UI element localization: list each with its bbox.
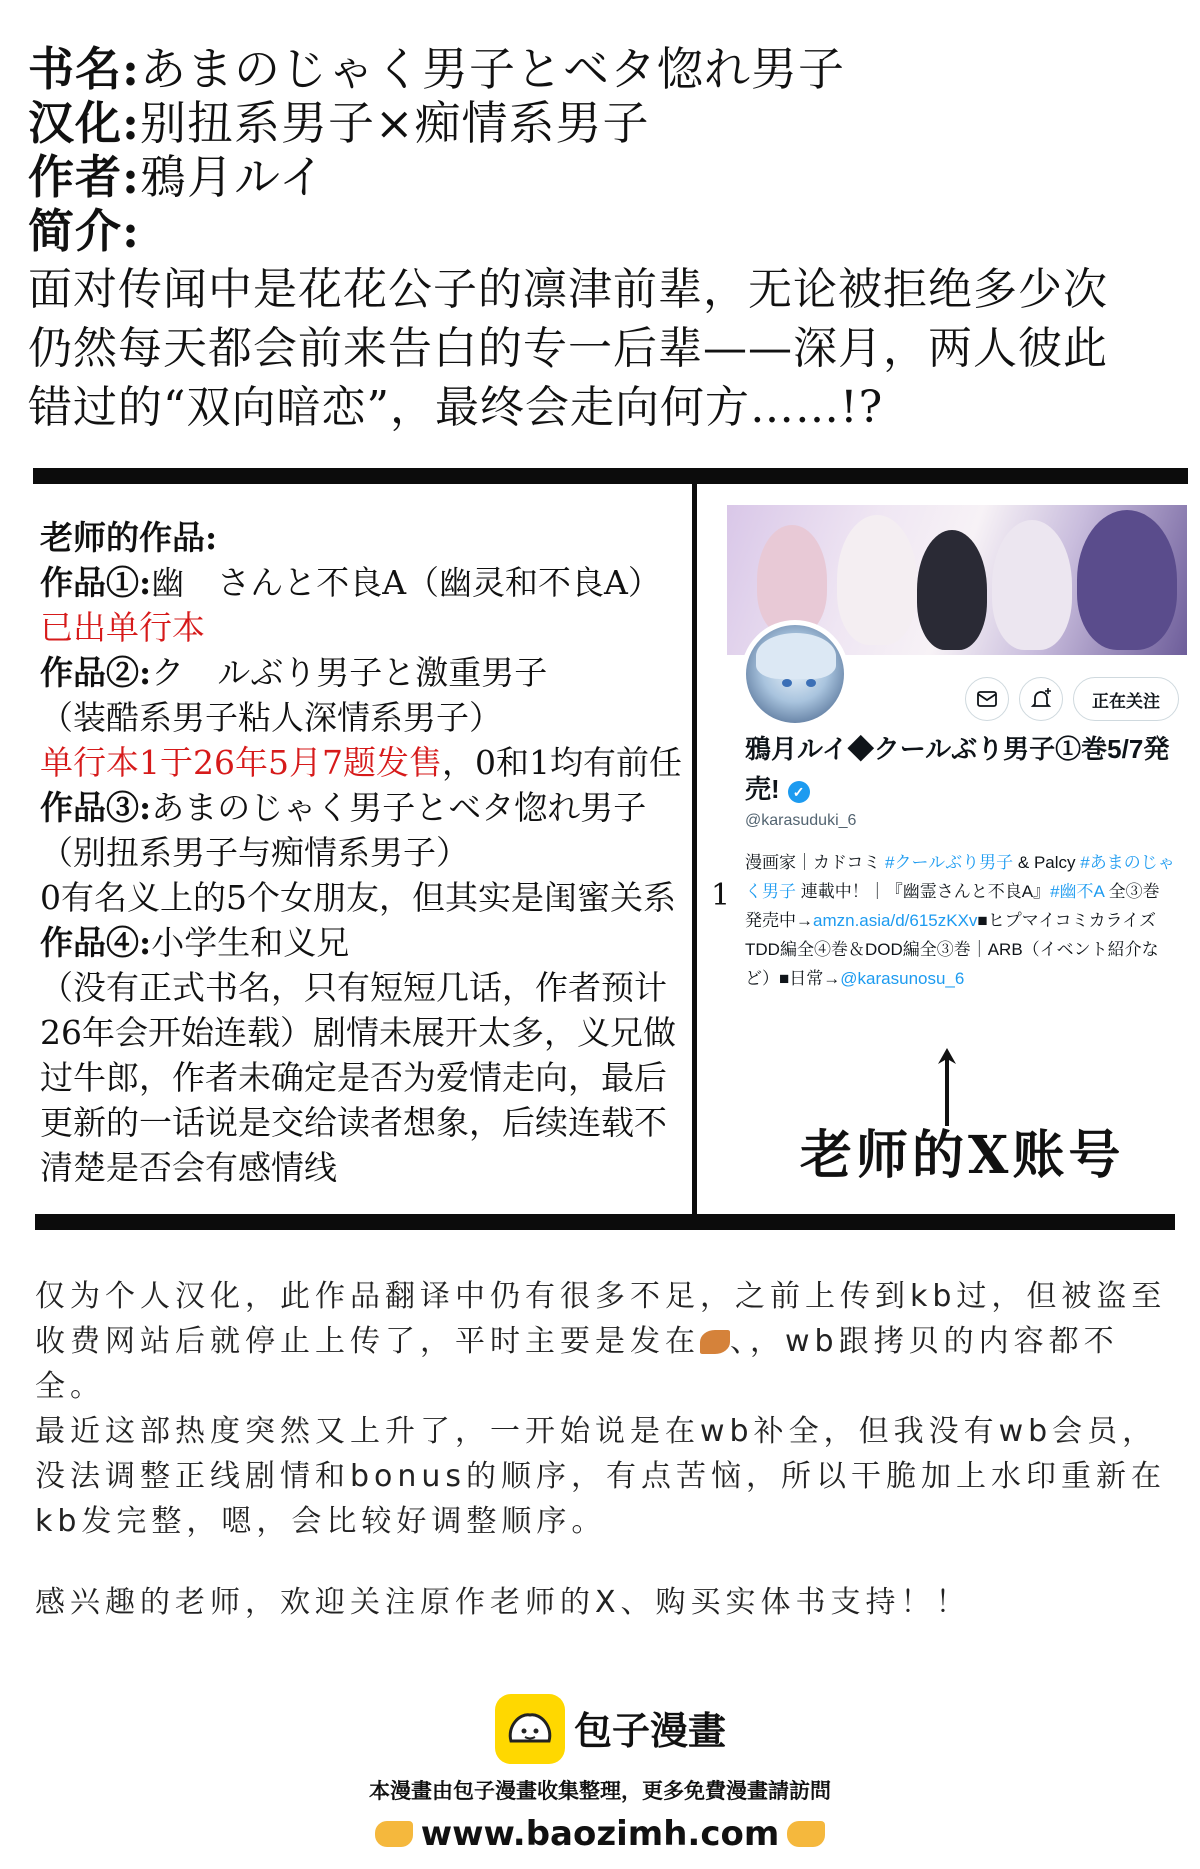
work-4 <box>40 920 690 965</box>
synopsis-line: 面对传闻中是花花公子的凛津前辈，无论被拒绝多少次 <box>28 264 1108 315</box>
title-value: あまのじゃく男子とベタ惚れ男子 <box>139 42 845 96</box>
work-1 <box>40 560 690 605</box>
note-text: 、，wb跟拷贝的内容都不全。 <box>35 1324 1119 1404</box>
note-text: 仅为个人汉化，此作品翻译中仍有很多不足，之前上传到kb过，但被盗至收费网站后就停止上传了，平时主要是发在 <box>35 1279 1167 1359</box>
title-label: 书名: <box>28 42 140 96</box>
works-heading: 老师的作品: <box>40 518 218 557</box>
bio-url-link[interactable]: amzn.asia/d/615zKXv <box>813 911 978 930</box>
author-works <box>40 515 690 1190</box>
verified-icon: ✓ <box>788 781 810 803</box>
note-paragraph: 感兴趣的老师，欢迎关注原作老师的X、购买实体书支持！！ <box>35 1585 971 1620</box>
frame-top-bar <box>33 468 1188 484</box>
author-value: 鴉月ルイ <box>139 150 326 204</box>
work-3-title: あまのじゃく男子とベタ惚れ男子 <box>151 788 647 827</box>
profile-bio <box>745 848 1175 993</box>
translator-notes <box>35 1274 1185 1625</box>
work-4-desc-line: 26年会开始连载）剧情未展开太多，义兄做 <box>40 1013 676 1052</box>
work-4-label: 作品④: <box>40 923 152 962</box>
work-3-note: 0有名义上的5个女朋友，但其实是闺蜜关系 <box>40 878 676 917</box>
bio-mention-link[interactable]: @karasunosu_6 <box>840 969 965 988</box>
translated-title-line <box>28 96 1188 150</box>
profile-name-text: 鴉月ルイ◆クールぶり男子①巻5/7発売! <box>745 734 1170 804</box>
baozi-logo-icon[interactable] <box>495 1694 565 1764</box>
x-profile-card <box>727 505 1187 988</box>
leaf-emoji-icon <box>700 1330 730 1354</box>
author-label: 作者: <box>28 150 140 204</box>
translated-value: 别扭系男子×痴情系男子 <box>139 96 650 150</box>
work-2-note-text: ，0和1均有前任 <box>441 743 682 782</box>
following-button[interactable]: 正在关注 <box>1073 677 1179 721</box>
note-paragraph: 最近这部热度突然又上升了，一开始说是在wb补全，但我没有wb会员，没法调整正线剧情和bonus的顺序，有点苦恼，所以干脆加上水印重新在kb发完整，嗯，会比较好调整顺序。 <box>35 1414 1167 1539</box>
work-4-desc-line: 清楚是否会有感情线 <box>40 1148 337 1187</box>
work-1-title: 幽 さんと不良A（幽灵和不良A） <box>151 563 661 602</box>
frame-divider <box>692 483 697 1216</box>
work-2-note <box>40 740 690 785</box>
author-line <box>28 150 1188 204</box>
stray-mark: 1 <box>711 878 731 913</box>
work-3-subtitle: （别扭系男子与痴情系男子） <box>40 833 469 872</box>
work-2-label: 作品②: <box>40 653 152 692</box>
mail-icon[interactable] <box>965 677 1009 721</box>
synopsis-label: 简介: <box>28 204 140 258</box>
synopsis-text <box>28 260 1188 437</box>
note-paragraph <box>35 1274 1185 1409</box>
work-3 <box>40 785 690 830</box>
work-4-desc-line: 更新的一话说是交给读者想象，后续连载不 <box>40 1103 667 1142</box>
bio-text: 全③巻発売中→ <box>745 882 1160 930</box>
work-1-note: 已出单行本 <box>40 608 205 647</box>
profile-handle: @karasuduki_6 <box>745 812 857 829</box>
profile-avatar[interactable] <box>741 620 849 728</box>
bio-text: 漫画家｜カドコミ <box>745 853 886 872</box>
synopsis-line: 仍然每天都会前来告白的专一后辈——深月，两人彼此 <box>28 323 1108 374</box>
pointing-hand-icon <box>375 1821 413 1847</box>
synopsis-line: 错过的“双向暗恋”，最终会走向何方……!? <box>28 382 884 433</box>
synopsis-heading <box>28 204 1188 258</box>
bio-text: & Palcy <box>1013 853 1081 872</box>
brand-name: 包子漫畫 <box>574 1709 727 1753</box>
site-url-link[interactable]: www.baozimh.com <box>420 1814 780 1854</box>
work-2-release: 单行本1于26年5月7题发售 <box>40 743 442 782</box>
work-2 <box>40 650 690 695</box>
work-4-desc-line: （没有正式书名，只有短短几话，作者预计 <box>40 968 667 1007</box>
footer-url-line <box>0 1814 1200 1854</box>
bio-hashtag-link[interactable]: #あまのじゃく男子 <box>745 853 1175 901</box>
profile-name <box>745 729 1185 809</box>
work-2-subtitle: （装酷系男子粘人深情系男子） <box>40 698 502 737</box>
bio-hashtag-link[interactable]: #幽不A <box>1050 882 1104 901</box>
translated-label: 汉化: <box>28 96 140 150</box>
title-line <box>28 42 1188 96</box>
bio-text: 連載中！｜『幽霊さんと不良A』 <box>796 882 1051 901</box>
work-4-desc-line: 过牛郎，作者未确定是否为爱情走向，最后 <box>40 1058 667 1097</box>
pointing-hand-icon <box>787 1821 825 1847</box>
profile-actions <box>965 677 1179 721</box>
work-3-label: 作品③: <box>40 788 152 827</box>
bell-plus-icon[interactable] <box>1019 677 1063 721</box>
work-1-label: 作品①: <box>40 563 152 602</box>
work-4-title: 小学生和义兄 <box>151 923 350 962</box>
bio-hashtag-link[interactable]: #クールぶり男子 <box>885 853 1014 872</box>
bio-text: ■ヒプマイコミカライズTDD編全④巻＆DOD編全③巻｜ARB（イベント紹介など）■日常→ <box>745 911 1159 988</box>
frame-bottom-bar <box>35 1214 1175 1230</box>
footer-note: 本漫畫由包子漫畫收集整理，更多免費漫畫請訪問 <box>369 1779 831 1803</box>
x-account-caption: 老师的X账号 <box>800 1125 1125 1186</box>
book-info <box>28 42 1188 437</box>
work-2-title: ク ルぶり男子と激重男子 <box>151 653 548 692</box>
